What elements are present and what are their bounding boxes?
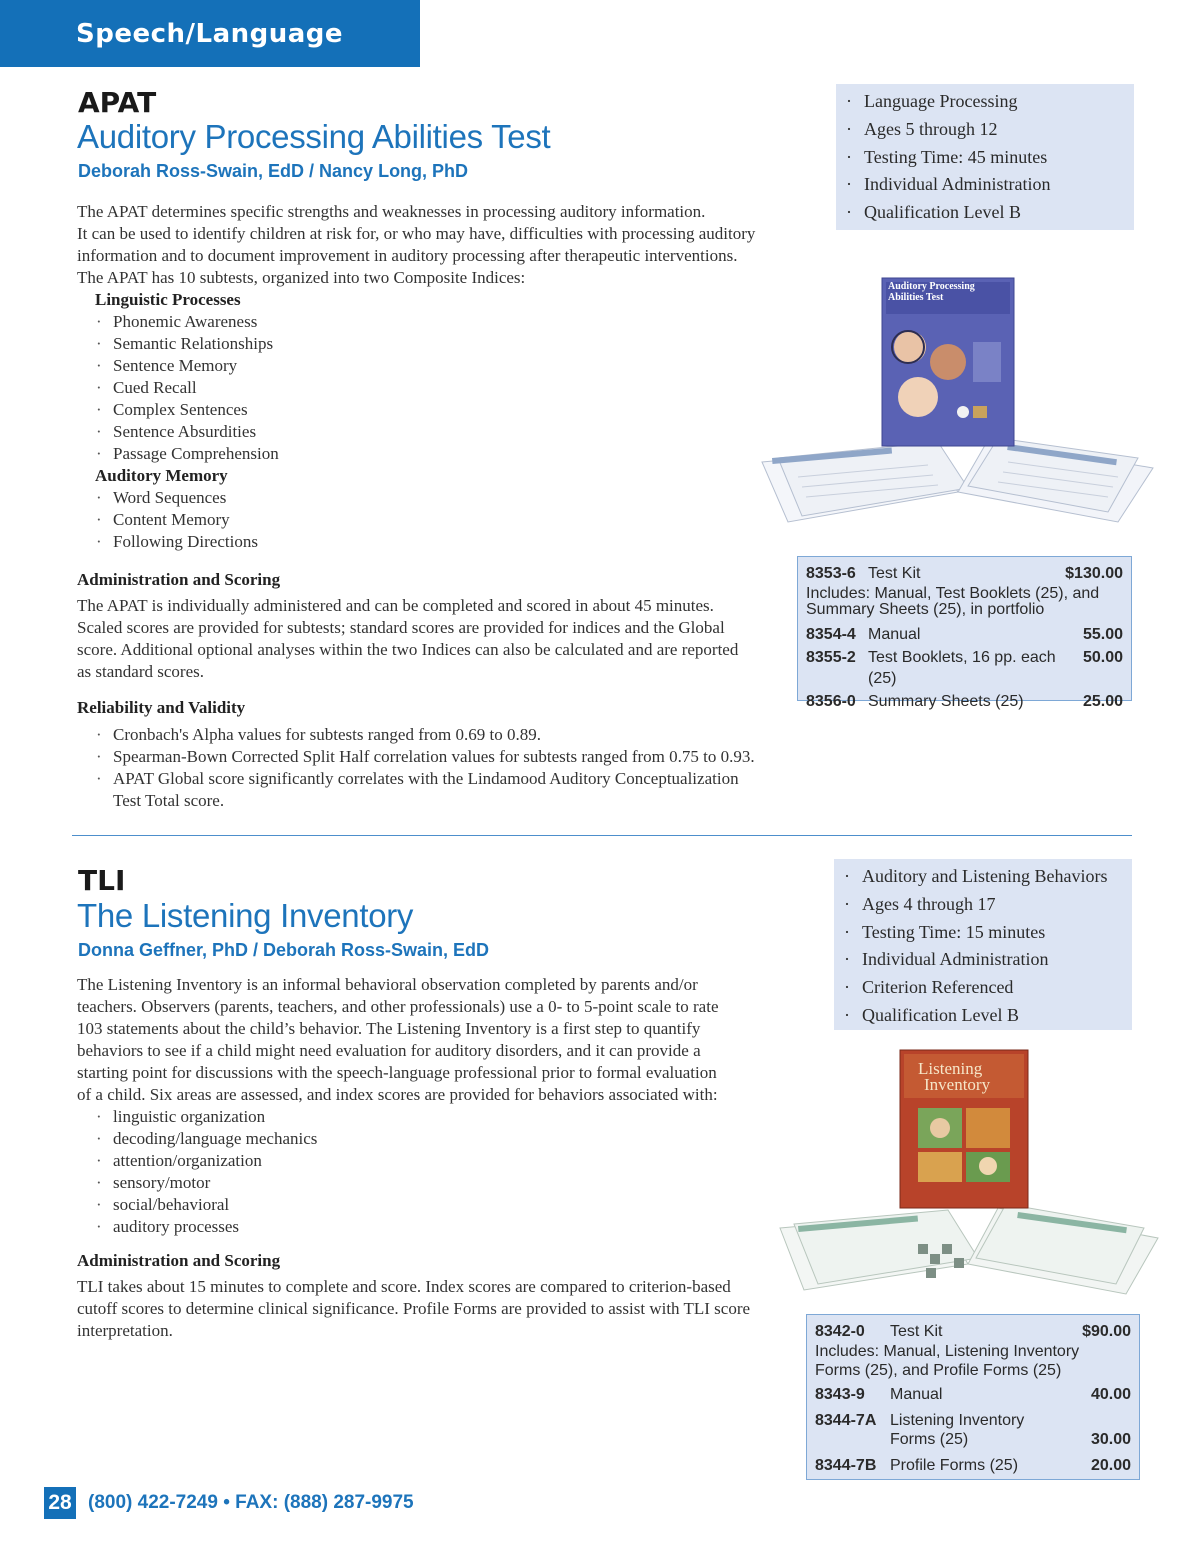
apat-abbreviation: APAT [78,86,157,119]
item-code: 8344-7A [815,1412,877,1429]
apat-admin-heading: Administration and Scoring [77,570,281,589]
feature-item: · Criterion Referenced [842,974,1124,1002]
list-item: · Spearman-Bown Corrected Split Half correlation values for subtests ranged from 0.75 to 0.93. [77,746,797,768]
price-row [815,1411,1131,1430]
apat-authors: Deborah Ross-Swain, EdD / Nancy Long, PhD [78,161,469,181]
list-item: · decoding/language mechanics [77,1128,797,1150]
tli-features-box [834,859,1132,1030]
tli-pricing-box [806,1314,1140,1480]
tli-intro-line: teachers. Observers (parents, teachers, and other professionals) use a 0- to 5-point scale to rate [77,997,719,1016]
list-item-continued: Test Total score. [113,791,225,810]
item-description: Summary Sheets (25) [868,693,1024,710]
tli-title: The Listening Inventory [77,897,414,934]
includes-line: Summary Sheets (25), in portfolio [806,601,1045,618]
item-code: 8354-4 [806,626,856,643]
tli-admin-section [77,1250,797,1342]
includes-line: Includes: Manual, Listening Inventory [815,1343,1080,1360]
feature-item: · Language Processing [844,88,1126,116]
list-item: · attention/organization [77,1150,797,1172]
tli-description [77,974,797,1238]
includes-line: Forms (25), and Profile Forms (25) [815,1362,1062,1379]
contact-numbers: (800) 422-7249 • FAX: (888) 287-9975 [88,1492,414,1513]
item-price: 25.00 [1082,693,1123,710]
apat-intro-line: The APAT has 10 subtests, organized into two Composite Indices: [77,268,526,287]
item-price: 50.00 [1082,649,1123,666]
tli-intro-line: starting point for discussions with the speech-language professional prior to formal evaluation [77,1063,717,1082]
list-item: · Semantic Relationships [77,333,797,355]
price-row [806,647,1123,689]
apat-intro-line: It can be used to identify children at risk for, or who may have, difficulties with processing auditory [77,224,756,243]
kit-includes [806,586,1123,618]
price-row-kit [815,1321,1131,1342]
tli-abbreviation: TLI [78,864,126,897]
apat-title: Auditory Processing Abilities Test [77,118,551,155]
list-item: · Sentence Memory [77,355,797,377]
profile-forms-icon [780,1204,1158,1294]
apat-admin-line: The APAT is individually administered and can be completed and scored in about 45 minutes. [77,596,714,615]
item-price: $130.00 [1065,565,1123,582]
feature-item: · Individual Administration [842,946,1124,974]
cover-title-line: Listening [918,1059,983,1078]
apat-admin-line: score. Additional optional analyses within the two Indices can also be calculated and are reported [77,640,739,659]
apat-group-heading: Linguistic Processes [95,290,241,309]
item-code: 8355-2 [806,649,856,666]
feature-item: · Ages 4 through 17 [842,891,1124,919]
price-row [815,1384,1131,1405]
list-item: · Content Memory [77,509,797,531]
item-code: 8356-0 [806,693,856,710]
list-item: · Cronbach's Alpha values for subtests ranged from 0.69 to 0.89. [77,724,797,746]
page-number: 28 [44,1487,76,1519]
tli-areas-list [77,1106,797,1238]
page-footer [44,1487,414,1519]
item-price: 30.00 [1090,1431,1131,1448]
feature-item: · Ages 5 through 12 [844,116,1126,144]
cover-title-line: Abilities Test [888,292,944,303]
item-description: Forms (25) [890,1431,969,1448]
feature-item: · Qualification Level B [842,1002,1124,1030]
apat-reliability-heading: Reliability and Validity [77,698,246,717]
cover-title-line: Auditory Processing [888,281,975,292]
list-item: · APAT Global score significantly correlates with the Lindamood Auditory Conceptualization [77,768,797,790]
apat-memory-list [77,487,797,553]
price-row-kit [806,563,1123,584]
tli-product-image [778,1048,1162,1300]
includes-line: Includes: Manual, Test Booklets (25), and [806,585,1100,602]
list-item: · linguistic organization [77,1106,797,1128]
item-description: Test Kit [890,1323,943,1340]
apat-description [77,201,797,553]
apat-intro-line: The APAT determines specific strengths and weaknesses in processing auditory information. [77,202,706,221]
list-item: · Complex Sentences [77,399,797,421]
tli-admin-line: interpretation. [77,1321,173,1340]
apat-product-image [758,272,1158,534]
tli-intro-line: of a child. Six areas are assessed, and index scores are provided for behaviors associated with: [77,1085,718,1104]
item-description: Test Booklets, 16 pp. each (25) [868,649,1056,687]
list-item: · social/behavioral [77,1194,797,1216]
manual-cover-icon [882,278,1014,446]
apat-admin-section [77,569,797,683]
apat-linguistic-list [77,311,797,465]
apat-pricing-box [797,556,1132,710]
kit-includes [815,1342,1131,1380]
list-item: · Following Directions [77,531,797,553]
cover-title-line: Inventory [924,1075,991,1094]
item-description: Test Kit [868,565,921,582]
tli-admin-line: cutoff scores to determine clinical significance. Profile Forms are provided to assist with TLI score [77,1299,751,1318]
item-code: 8344-7B [815,1457,877,1474]
feature-item: · Auditory and Listening Behaviors [842,863,1124,891]
item-code: 8342-0 [815,1323,865,1340]
list-item: · Phonemic Awareness [77,311,797,333]
apat-features-box [836,84,1134,230]
feature-item: · Testing Time: 15 minutes [842,919,1124,947]
list-item: · Sentence Absurdities [77,421,797,443]
item-description: Manual [868,626,921,643]
item-description: Listening Inventory [890,1412,1025,1429]
apat-intro-line: information and to document improvement in auditory processing after therapeutic interventions. [77,246,738,265]
test-booklets-icon [762,438,1153,522]
apat-admin-line: as standard scores. [77,662,204,681]
manual-cover-icon [900,1050,1028,1208]
list-item: · Word Sequences [77,487,797,509]
feature-item: · Individual Administration [844,171,1126,199]
item-code: 8343-9 [815,1386,865,1403]
list-item: · sensory/motor [77,1172,797,1194]
tli-authors: Donna Geffner, PhD / Deborah Ross-Swain, EdD [78,940,490,960]
list-item: · auditory processes [77,1216,797,1238]
price-row [806,691,1123,712]
feature-item: · Qualification Level B [844,199,1126,227]
item-price: $90.00 [1082,1323,1131,1340]
item-price: 55.00 [1082,626,1123,643]
tli-intro-line: 103 statements about the child’s behavior. The Listening Inventory is a first step to quantify [77,1019,701,1038]
section-divider [72,835,1132,836]
section-header [0,0,420,67]
price-row [806,624,1123,645]
tli-intro-line: behaviors to see if a child might need evaluation for auditory disorders, and it can provide a [77,1041,701,1060]
tli-intro-line: The Listening Inventory is an informal behavioral observation completed by parents and/or [77,975,698,994]
item-price: 40.00 [1090,1386,1131,1403]
price-row [815,1430,1131,1449]
section-title: Speech/Language [76,18,344,49]
list-item: · Cued Recall [77,377,797,399]
apat-admin-line: Scaled scores are provided for subtests; standard scores are provided for indices and the Global [77,618,725,637]
apat-reliability-section [77,697,797,812]
item-description: Profile Forms (25) [890,1457,1019,1474]
tli-admin-line: TLI takes about 15 minutes to complete and score. Index scores are compared to criterion-based [77,1277,731,1296]
list-item: · Passage Comprehension [77,443,797,465]
feature-item: · Testing Time: 45 minutes [844,144,1126,172]
item-description: Manual [890,1386,943,1403]
apat-reliability-list [77,724,797,812]
item-code: 8353-6 [806,565,856,582]
item-price: 20.00 [1090,1457,1131,1474]
tli-admin-heading: Administration and Scoring [77,1251,281,1270]
apat-group-heading: Auditory Memory [95,466,228,485]
price-row [815,1455,1131,1476]
